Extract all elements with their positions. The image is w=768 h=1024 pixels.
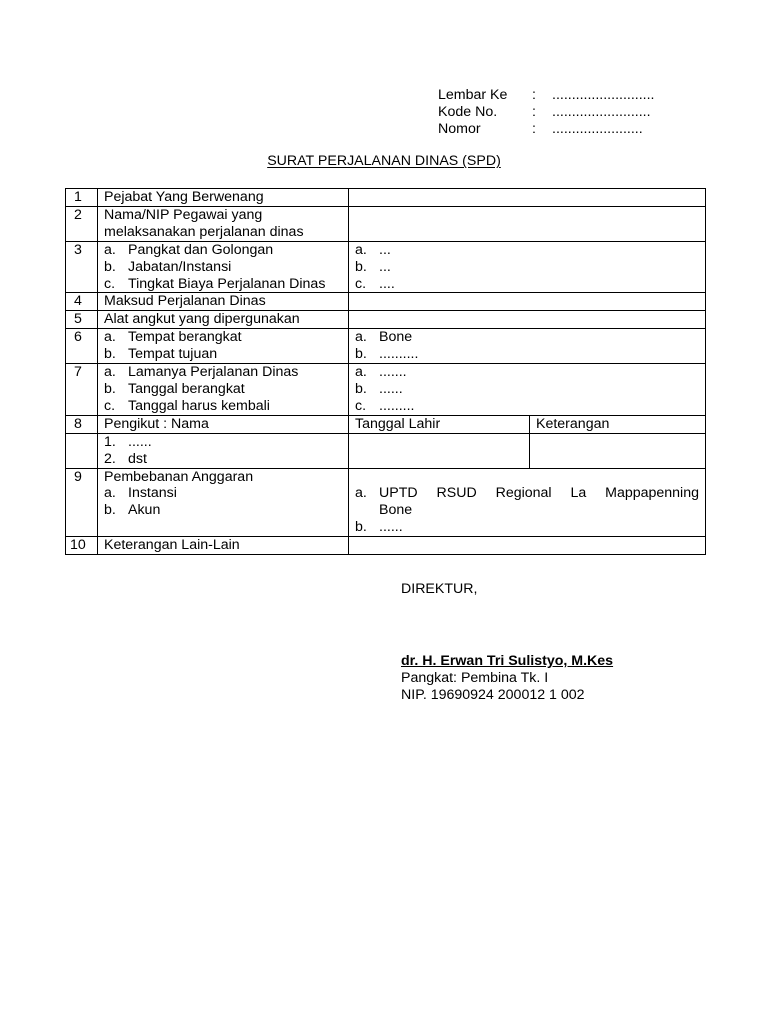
row-label-line: Nama/NIP Pegawai yang — [104, 206, 263, 223]
sub-value-text: ... — [379, 258, 391, 275]
sub-item-text: Tanggal berangkat — [128, 380, 245, 397]
row-number: 4 — [66, 293, 98, 311]
row-label-line: Pembebanan Anggaran — [104, 468, 254, 485]
info-row-nomor — [438, 121, 698, 138]
sub-item-text: Tempat berangkat — [128, 329, 242, 346]
row-label: Pejabat Yang Berwenang — [98, 189, 349, 207]
sub-item-letter: a. — [104, 485, 116, 502]
sub-item-letter: c. — [104, 275, 116, 292]
sub-value-text: .... — [379, 275, 395, 292]
row-label — [98, 364, 349, 416]
sub-item — [104, 485, 342, 502]
sub-value — [355, 485, 699, 519]
sub-item-letter: a. — [104, 329, 116, 346]
sub-value — [355, 259, 699, 276]
sub-item-text: Tanggal harus kembali — [128, 397, 270, 414]
row-value — [349, 293, 706, 311]
row-label-line: melaksanakan perjalanan dinas — [104, 223, 304, 240]
sub-value-letter: a. — [355, 364, 367, 381]
row-number: 3 — [66, 241, 98, 293]
document-info-block — [438, 87, 698, 138]
row-label — [98, 241, 349, 293]
signer-role: DIREKTUR, — [401, 581, 478, 597]
row-value — [349, 241, 706, 293]
sub-value — [355, 329, 699, 346]
info-colon: : — [532, 104, 536, 120]
sub-item-text: Pangkat dan Golongan — [128, 241, 274, 258]
sub-item — [104, 381, 342, 398]
sub-item — [104, 364, 342, 381]
signature-block — [401, 581, 721, 704]
table-row — [66, 415, 706, 433]
sub-item — [104, 276, 342, 293]
row-number: 2 — [66, 206, 98, 241]
table-row — [66, 311, 706, 329]
info-value: ......................... — [552, 104, 651, 120]
row-value — [349, 468, 706, 537]
document-title-text: SURAT PERJALANAN DINAS (SPD) — [267, 153, 501, 169]
column-header-notes: Keterangan — [530, 415, 706, 433]
sub-value-letter: b. — [355, 346, 367, 363]
row-label — [98, 206, 349, 241]
signer-nip: NIP. 19690924 200012 1 002 — [401, 687, 585, 703]
row-label: Maksud Perjalanan Dinas — [98, 293, 349, 311]
sub-value-letter: a. — [355, 241, 367, 258]
row-number: 5 — [66, 311, 98, 329]
sub-item — [104, 329, 342, 346]
sub-item-letter: a. — [104, 241, 116, 258]
birthdate-cell — [349, 433, 530, 468]
sub-item — [104, 451, 342, 468]
sub-item-letter: b. — [104, 502, 116, 519]
row-label — [98, 468, 349, 537]
sub-value — [355, 381, 699, 398]
row-number: 9 — [66, 468, 98, 537]
sub-item-text: Lamanya Perjalanan Dinas — [128, 364, 299, 381]
sub-value-line: UPTD RSUD Regional La Mappapenning — [379, 485, 699, 502]
sub-value-letter: b. — [355, 519, 367, 536]
spd-form-table — [65, 188, 706, 555]
sub-value — [355, 398, 699, 415]
document-title — [0, 153, 768, 169]
info-colon: : — [532, 87, 536, 103]
sub-item-letter: c. — [104, 397, 116, 414]
table-row — [66, 206, 706, 241]
sub-value-text: Bone — [379, 329, 413, 346]
sub-value-letter: a. — [355, 329, 367, 346]
table-row — [66, 189, 706, 207]
sub-item-text: Jabatan/Instansi — [128, 258, 232, 275]
row-number: 8 — [66, 415, 98, 433]
row-number: 1 — [66, 189, 98, 207]
sub-item-letter: b. — [104, 258, 116, 275]
sub-value — [355, 346, 699, 363]
sub-item-letter: b. — [104, 346, 116, 363]
row-value — [349, 189, 706, 207]
sub-value-text: .......... — [379, 346, 419, 363]
row-value — [349, 311, 706, 329]
row-number-empty — [66, 433, 98, 468]
table-row — [66, 293, 706, 311]
sub-item — [104, 346, 342, 363]
spacer — [355, 469, 699, 486]
signer-rank: Pangkat: Pembina Tk. I — [401, 670, 549, 686]
row-label: Pengikut : Nama — [98, 415, 349, 433]
sub-value-text: ... — [379, 241, 391, 258]
sub-item-text: Akun — [128, 502, 161, 519]
sub-value — [355, 242, 699, 259]
row-number: 10 — [66, 537, 98, 555]
sub-value-letter: a. — [355, 485, 367, 502]
sub-item — [104, 434, 342, 451]
table-row — [66, 241, 706, 293]
notes-cell — [530, 433, 706, 468]
table-row — [66, 468, 706, 537]
sub-value-letter: b. — [355, 380, 367, 397]
info-value: ....................... — [552, 121, 643, 137]
signer-name: dr. H. Erwan Tri Sulistyo, M.Kes — [401, 653, 614, 669]
row-value — [349, 537, 706, 555]
row-number: 6 — [66, 329, 98, 364]
sub-value-text: ....... — [379, 364, 407, 381]
info-value: .......................... — [552, 87, 655, 103]
row-label: Alat angkut yang dipergunakan — [98, 311, 349, 329]
info-label: Nomor — [438, 121, 481, 137]
row-value — [349, 364, 706, 416]
sub-item — [104, 259, 342, 276]
sub-value — [355, 276, 699, 293]
sub-value-letter: c. — [355, 275, 367, 292]
sub-value-letter: b. — [355, 258, 367, 275]
sub-value-text: ...... — [379, 380, 403, 397]
sub-item — [104, 502, 342, 519]
sub-value-text: ......... — [379, 397, 415, 414]
sub-item — [104, 242, 342, 259]
sub-value — [355, 364, 699, 381]
sub-item-text: Tingkat Biaya Perjalanan Dinas — [128, 275, 326, 292]
table-row — [66, 329, 706, 364]
sub-value-text — [379, 485, 699, 519]
row-label: Keterangan Lain-Lain — [98, 537, 349, 555]
sub-item — [104, 398, 342, 415]
table-row — [66, 364, 706, 416]
info-label: Kode No. — [438, 104, 498, 120]
row-label — [98, 329, 349, 364]
sub-value — [355, 519, 699, 536]
sub-item-letter: b. — [104, 380, 116, 397]
info-row-kode — [438, 104, 698, 121]
column-header-birthdate: Tanggal Lahir — [349, 415, 530, 433]
sub-item-text: dst — [128, 450, 147, 467]
row-value — [349, 206, 706, 241]
table-row — [66, 433, 706, 468]
row-value — [349, 329, 706, 364]
sub-value-text: ...... — [379, 519, 403, 536]
info-row-lembar — [438, 87, 698, 104]
row-label — [98, 433, 349, 468]
sub-item-letter: 1. — [104, 433, 116, 450]
table-row — [66, 537, 706, 555]
info-colon: : — [532, 121, 536, 137]
sub-value-letter: c. — [355, 397, 367, 414]
sub-item-text: ...... — [128, 433, 152, 450]
info-label: Lembar Ke — [438, 87, 508, 103]
row-number: 7 — [66, 364, 98, 416]
sub-item-letter: 2. — [104, 450, 116, 467]
sub-value-line: Bone — [379, 502, 413, 519]
sub-item-letter: a. — [104, 364, 116, 381]
sub-item-text: Tempat tujuan — [128, 346, 218, 363]
sub-item-text: Instansi — [128, 485, 177, 502]
